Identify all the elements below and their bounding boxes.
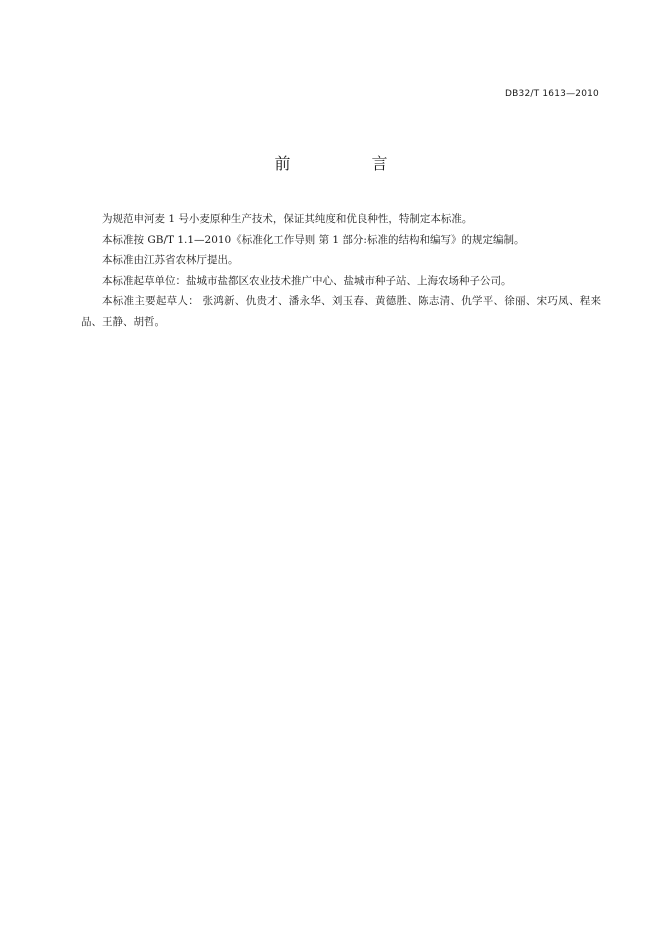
page-title: 前 言	[274, 154, 426, 173]
paragraph-purpose: 为规范申河麦 1 号小麦原种生产技术，保证其纯度和优良种性，特制定本标准。	[102, 213, 473, 225]
paragraph-drafters: 本标准主要起草人： 张鸿新、仇贵才、潘永华、刘玉春、黄德胜、陈志清、仇学平、徐丽、宋巧凤、程来品、王静、胡哲。	[81, 295, 601, 328]
paragraph-drafting-rules: 本标准按 GB/T 1.1—2010《标准化工作导则 第 1 部分:标准的结构和编写》的规定编制。	[102, 233, 525, 246]
paragraph-drafting-units: 本标准起草单位：盐城市盐都区农业技术推广中心、盐城市种子站、上海农场种子公司。	[102, 274, 512, 287]
foreword-body	[81, 209, 601, 332]
document-code: DB32/T 1613—2010	[505, 89, 599, 99]
paragraph-proposer: 本标准由江苏省农林厅提出。	[102, 254, 239, 266]
